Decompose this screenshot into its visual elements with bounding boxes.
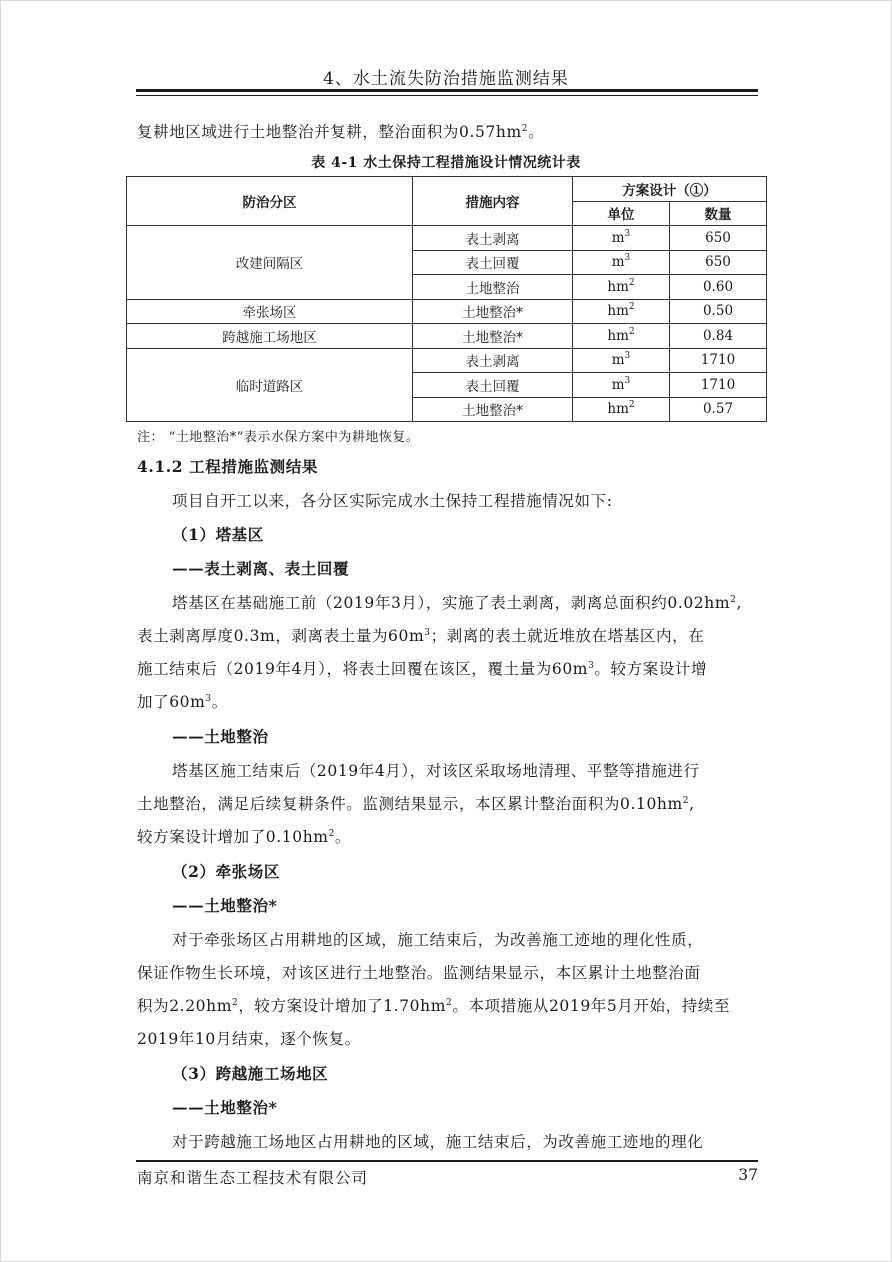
paragraph-line: 对于跨越施工场地区占用耕地的区域，施工结束后，为改善施工迹地的理化 [172,1133,704,1151]
unit-cell: $m^3$ [573,250,670,275]
qty-cell: 0.50 [670,299,767,324]
qty-cell: 0.84 [670,324,767,349]
header-rule-thin [136,95,758,96]
paragraph-line: 较方案设计增加了$0.10hm^2$。 [137,828,352,846]
header-zone: 防治分区 [127,177,413,226]
paragraph-line: 表土剥离厚度0.3m，剥离表土量为$60m^3$；剥离的表土就近堆放在塔基区内，在 [137,627,705,645]
zone-cell: 牵张场区 [127,299,413,324]
unit-cell: $m^3$ [573,348,670,373]
table-row [127,226,767,251]
page-header-title: 4、水土流失防治措施监测结果 [323,69,569,89]
table-caption: 表 4-1 水土保持工程措施设计情况统计表 [311,155,581,171]
section-lead: 项目自开工以来，各分区实际完成水土保持工程措施情况如下: [172,492,613,510]
qty-cell: 0.57 [670,397,767,422]
measures-table [126,176,767,422]
table-row [127,348,767,373]
table-note: 注： “土地整治*”表示水保方案中为耕地恢复。 [137,430,420,445]
table-header-row [127,177,767,202]
subsection-title: （3）跨越施工场地区 [172,1064,329,1083]
unit-cell: $m^3$ [573,226,670,251]
qty-cell: 1710 [670,373,767,398]
header-unit: 单位 [573,201,670,226]
page-number: 37 [738,1166,758,1184]
measure-cell: 土地整治 [413,275,573,300]
paragraph-line: 施工结束后（2019年4月），将表土回覆在该区，覆土量为$60m^3$。较方案设计增 [137,660,708,678]
zone-cell: 改建间隔区 [127,226,413,300]
subsection-title: （2）牵张场区 [172,862,280,881]
footer-rule [136,1160,758,1162]
header-rule-thick [136,89,758,92]
measure-cell: 表土回覆 [413,250,573,275]
unit-cell: $hm^2$ [573,324,670,349]
measure-heading: ——土地整治* [172,896,278,915]
measure-cell: 表土剥离 [413,226,573,251]
intro-paragraph: 复耕地区域进行土地整治并复耕，整治面积为$0.57hm^2$。 [137,123,545,141]
unit-cell: $hm^2$ [573,397,670,422]
table-row [127,324,767,349]
header-measure: 措施内容 [413,177,573,226]
paragraph-line: 2019年10月结束，逐个恢复。 [137,1030,361,1048]
qty-cell: 650 [670,250,767,275]
paragraph-line: 土地整治，满足后续复耕条件。监测结果显示，本区累计整治面积为$0.10hm^2$, [137,795,695,813]
measure-cell: 土地整治* [413,299,573,324]
paragraph-line: 塔基区在基础施工前（2019年3月），实施了表土剥离，剥离总面积约$0.02hm^2$, [172,594,743,612]
measure-heading: ——土地整治 [172,727,269,746]
paragraph-line: 加了$60m^3$。 [137,693,228,711]
unit-cell: $hm^2$ [573,275,670,300]
subsection-title: （1）塔基区 [172,525,264,544]
measure-heading: ——土地整治* [172,1098,278,1117]
measure-cell: 表土剥离 [413,348,573,373]
measure-cell: 土地整治* [413,324,573,349]
paragraph-line: 塔基区施工结束后（2019年4月），对该区采取场地清理、平整等措施进行 [172,762,700,780]
measure-heading: ——表土剥离、表土回覆 [172,559,350,578]
zone-cell: 临时道路区 [127,348,413,422]
zone-cell: 跨越施工场地区 [127,324,413,349]
table-row [127,299,767,324]
measure-cell: 土地整治* [413,397,573,422]
section-heading: 4.1.2 工程措施监测结果 [137,457,318,476]
qty-cell: 1710 [670,348,767,373]
paragraph-line: 积为$2.20hm^2$，较方案设计增加了$1.70hm^2$。本项措施从2019年5月开始，持续至 [137,997,731,1015]
unit-cell: $hm^2$ [573,299,670,324]
qty-cell: 0.60 [670,275,767,300]
header-qty: 数量 [670,201,767,226]
paragraph-line: 保证作物生长环境，对该区进行土地整治。监测结果显示，本区累计土地整治面 [137,964,701,982]
unit-cell: $m^3$ [573,373,670,398]
paragraph-line: 对于牵张场区占用耕地的区域，施工结束后，为改善施工迹地的理化性质， [172,931,704,949]
qty-cell: 650 [670,226,767,251]
measure-cell: 表土回覆 [413,373,573,398]
footer-company: 南京和谐生态工程技术有限公司 [137,1169,369,1187]
header-design: 方案设计（①） [573,177,767,202]
